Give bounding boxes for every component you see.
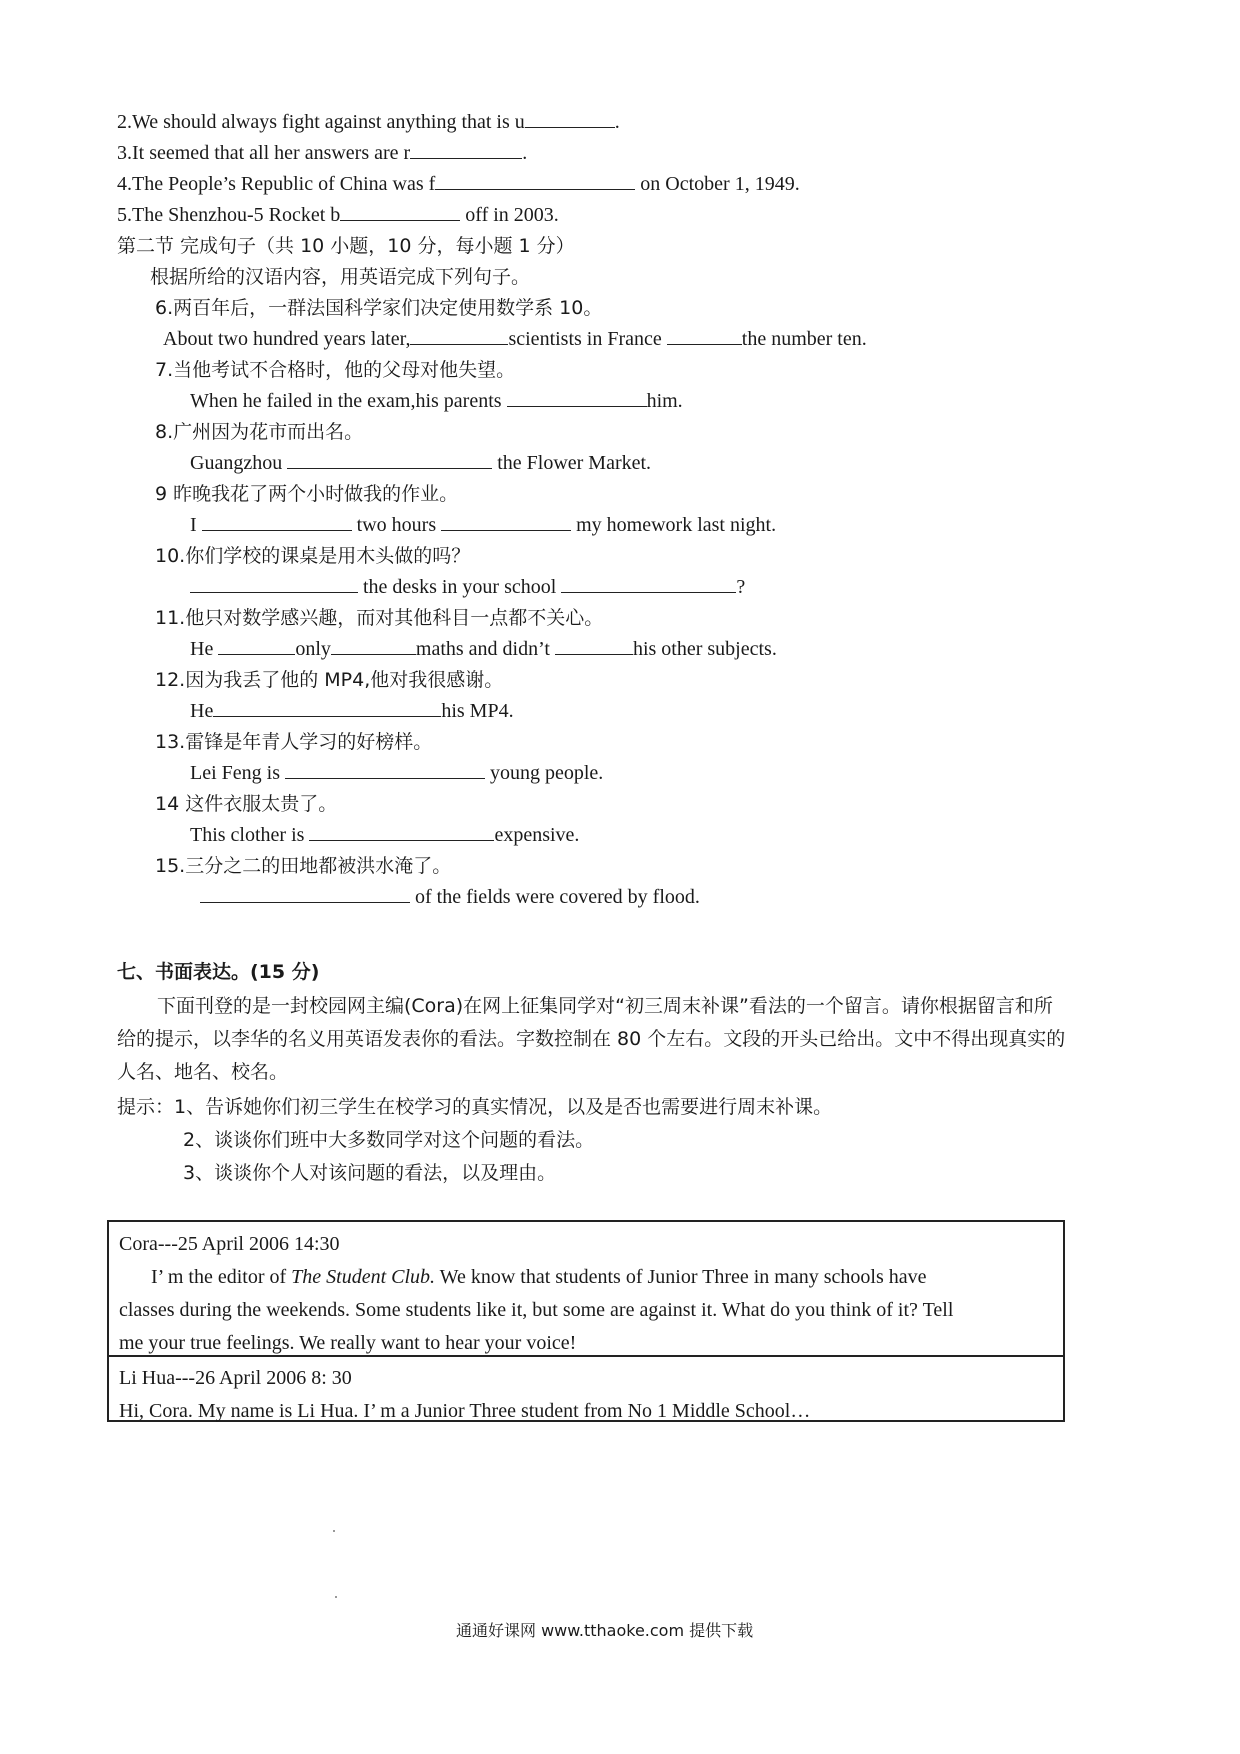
sentence-9-chinese: 9 昨晚我花了两个小时做我的作业。 <box>155 483 459 505</box>
answer-blank[interactable] <box>507 388 647 407</box>
sentence-11-english: He only maths and didn’t his other subjects. <box>190 638 777 660</box>
sentence-6-english: About two hundred years later, scientists in France the number ten. <box>163 328 867 350</box>
answer-blank[interactable] <box>213 698 441 717</box>
answer-blank[interactable] <box>410 140 522 159</box>
sentence-10-english: the desks in your school ? <box>190 573 745 601</box>
cora-message-line-3: me your true feelings. We really want to hear your voice! <box>119 1332 577 1354</box>
answer-blank[interactable] <box>435 171 635 190</box>
hint-3: 3、谈谈你个人对该问题的看法，以及理由。 <box>183 1162 557 1184</box>
answer-blank[interactable] <box>309 822 494 841</box>
message-board-box <box>107 1220 1065 1422</box>
answer-blank[interactable] <box>331 636 416 655</box>
answer-blank[interactable] <box>340 202 460 221</box>
question-5: 5.The Shenzhou-5 Rocket b off in 2003. <box>117 204 559 226</box>
sentence-11-chinese: 11.他只对数学感兴趣，而对其他科目一点都不关心。 <box>155 607 604 629</box>
answer-blank[interactable] <box>441 512 571 531</box>
box-divider <box>109 1355 1063 1357</box>
section-7-heading: 七、书面表达。(15 分) <box>117 961 320 983</box>
answer-blank[interactable] <box>285 760 485 779</box>
section-2-heading: 第二节 完成句子（共 10 小题，10 分，每小题 1 分） <box>117 235 575 257</box>
lihua-message-text: Hi, Cora. My name is Li Hua. I’ m a Junior Three student from No 1 Middle School… <box>119 1400 811 1422</box>
sentence-14-english: This clother is expensive. <box>190 824 580 846</box>
sentence-8-chinese: 8.广州因为花市而出名。 <box>155 421 364 443</box>
answer-blank[interactable] <box>555 636 633 655</box>
answer-blank[interactable] <box>218 636 295 655</box>
cora-message-line-1: I’ m the editor of The Student Club. We know that students of Junior Three in many schools have <box>151 1266 927 1288</box>
answer-blank[interactable] <box>667 326 742 345</box>
question-3: 3.It seemed that all her answers are r . <box>117 142 528 164</box>
sentence-15-english: of the fields were covered by flood. <box>200 883 700 911</box>
sentence-12-english: He his MP4. <box>190 700 514 722</box>
sentence-13-english: Lei Feng is young people. <box>190 762 604 784</box>
answer-blank[interactable] <box>200 884 410 903</box>
sentence-8-english: Guangzhou the Flower Market. <box>190 452 652 474</box>
answer-blank[interactable] <box>287 450 492 469</box>
scan-speck <box>335 1596 337 1598</box>
sentence-6-chinese: 6.两百年后，一群法国科学家们决定使用数学系 10。 <box>155 297 603 319</box>
cora-message-header: Cora---25 April 2006 14:30 <box>119 1233 340 1255</box>
answer-blank[interactable] <box>202 512 352 531</box>
section-2-instruction: 根据所给的汉语内容，用英语完成下列句子。 <box>150 266 531 288</box>
sentence-10-chinese: 10.你们学校的课桌是用木头做的吗？ <box>155 545 471 567</box>
sentence-15-chinese: 15.三分之二的田地都被洪水淹了。 <box>155 855 452 877</box>
answer-blank[interactable] <box>190 574 358 593</box>
section-7-paragraph: 下面刊登的是一封校园网主编(Cora)在网上征集同学对“初三周末补课”看法的一个留言。请你根据留言和所 给的提示，以李华的名义用英语发表你的看法。字数控制在 80 个左右。文段的开头已给出。文中不得出现真实的 人名、地名、校名。 <box>117 995 1066 1083</box>
scan-speck <box>333 1530 335 1532</box>
cora-message-line-2: classes during the weekends. Some students like it, but some are against it. What do you think of it? Tell <box>119 1299 954 1321</box>
page-footer: 通通好课网 www.tthaoke.com 提供下载 <box>456 1621 754 1640</box>
answer-blank[interactable] <box>561 574 736 593</box>
hint-1: 提示：1、告诉她你们初三学生在校学习的真实情况，以及是否也需要进行周末补课。 <box>117 1096 833 1118</box>
answer-blank[interactable] <box>525 109 615 128</box>
lihua-message-header: Li Hua---26 April 2006 8: 30 <box>119 1367 352 1389</box>
sentence-7-chinese: 7.当他考试不合格时，他的父母对他失望。 <box>155 359 516 381</box>
question-2: 2.We should always fight against anything that is u . <box>117 111 620 133</box>
question-4: 4.The People’s Republic of China was f on October 1, 1949. <box>117 173 800 195</box>
sentence-12-chinese: 12.因为我丢了他的 MP4,他对我很感谢。 <box>155 669 504 691</box>
sentence-14-chinese: 14 这件衣服太贵了。 <box>155 793 338 815</box>
answer-blank[interactable] <box>410 326 508 345</box>
sentence-9-english: I two hours my homework last night. <box>190 514 777 536</box>
hint-2: 2、谈谈你们班中大多数同学对这个问题的看法。 <box>183 1129 595 1151</box>
sentence-7-english: When he failed in the exam,his parents him. <box>190 390 683 412</box>
sentence-13-chinese: 13.雷锋是年青人学习的好榜样。 <box>155 731 433 753</box>
